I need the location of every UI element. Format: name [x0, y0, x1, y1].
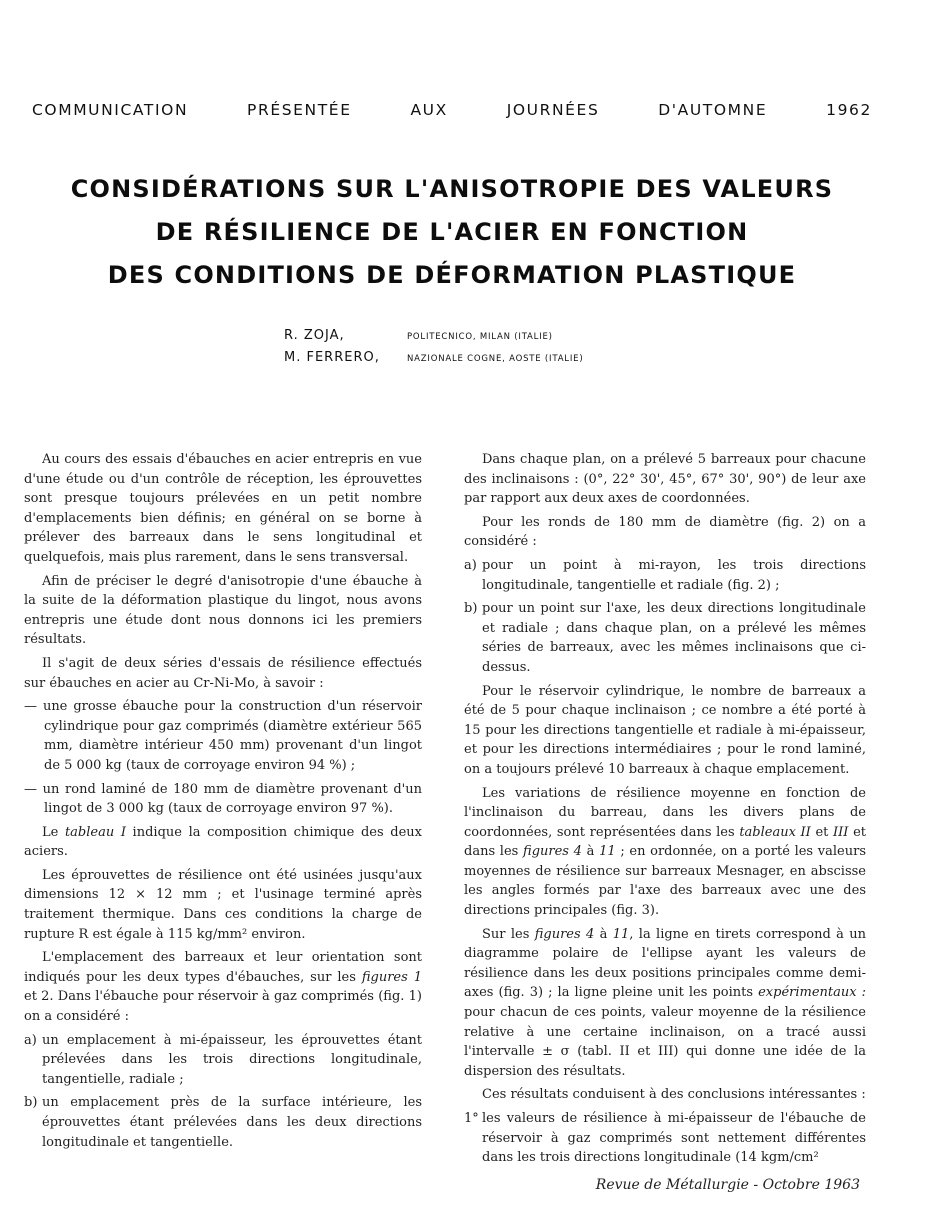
author-affiliation: POLITECNICO, MILAN (ITALIE) [407, 332, 553, 342]
right-column [464, 450, 866, 1172]
list-item: a) pour un point à mi-rayon, les trois directions longitudinale, tangentielle et radiale (fig. 2) ; [464, 557, 866, 593]
paragraph: Le tableau I indique la composition chimique des deux aciers. [24, 824, 422, 860]
paragraph: Les éprouvettes de résilience ont été usinées jusqu'aux dimensions 12 × 12 mm ; et l'usinage terminé après traitement thermique. Dans ces conditions la charge de rupture R est égale à 115 kg/mm² environ. [24, 867, 422, 942]
author-block [284, 328, 583, 372]
dash-list-item: — une grosse ébauche pour la construction d'un réservoir cylindrique pour gaz comprimés (diamètre extérieur 565 mm, diamètre intérieur 450 mm) provenant d'un lingot de 5 000 kg (taux de corroyage environ 94 %) ; [24, 699, 422, 773]
emphasis: 11 [612, 926, 630, 942]
header-word: PRÉSENTÉE [247, 101, 352, 119]
title-line-2: DE RÉSILIENCE DE L'ACIER EN FONCTION [155, 218, 749, 246]
author-name: M. FERRERO, [284, 350, 380, 365]
emphasis: figures 4 [523, 844, 582, 860]
paragraph: L'emplacement des barreaux et leur orientation sont indiqués pour les deux types d'ébauches, sur les figures 1 et 2. Dans l'ébauche pour réservoir à gaz comprimés (fig. 1) on a considéré : [24, 950, 422, 1025]
paragraph: Pour le réservoir cylindrique, le nombre de barreaux a été de 5 pour chaque inclinaison ; ce nombre a été porté à 15 pour les directions tangentielle et radiale à mi-épaisseur, et pour les directions intermédiaires ; pour le rond laminé, on a toujours prélevé 10 barreaux à chaque emplacement. [464, 683, 866, 777]
list-item: a) un emplacement à mi-épaisseur, les éprouvettes étant prélevées dans les trois directions longitudinale, tangentielle, radiale ; [24, 1032, 422, 1087]
emphasis: figures 1 [361, 969, 422, 985]
paragraph: Les variations de résilience moyenne en fonction de l'inclinaison du barreau, dans les divers plans de coordonnées, sont représentées dans les tableaux II et III et dans les figures 4 à 11 ; en ordonnée, on a porté les valeurs moyennes de résilience sur barreaux Mesnager, en abscisse les angles formés par l'axe des barreaux avec une des directions principales (fig. 3). [464, 785, 867, 919]
header-word: 1962 [826, 101, 872, 119]
author-row [284, 328, 583, 350]
list-marker: b) [24, 1095, 38, 1111]
title-line-3: DES CONDITIONS DE DÉFORMATION PLASTIQUE [107, 261, 797, 289]
list-marker: a) [24, 1032, 37, 1048]
header-word: AUX [410, 101, 448, 119]
list-marker: b) [464, 601, 478, 617]
list-marker: 1° [464, 1111, 479, 1126]
paragraph: Sur les figures 4 à 11, la ligne en tirets correspond à un diagramme polaire de l'ellipse ayant les valeurs de résilience dans les deux positions principales comme demi-axes (fig. 3) ; la ligne pleine unit les points expérimentaux : pour chacun de ces points, valeur moyenne de la résilience relative à une certaine inclinaison, on a tracé aussi l'intervalle ± σ (tabl. II et III) qui donne une idée de la dispersion des résultats. [464, 926, 867, 1079]
paragraph: Afin de préciser le degré d'anisotropie d'une ébauche à la suite de la déformation plastique du lingot, nous avons entrepris une étude dont nous donnons ici les premiers résultats. [24, 573, 422, 648]
emphasis: III [833, 824, 849, 840]
author-affiliation: NAZIONALE COGNE, AOSTE (ITALIE) [407, 354, 584, 364]
paragraph: Au cours des essais d'ébauches en acier entrepris en vue d'une étude ou d'un contrôle de réception, les éprouvettes sont presque toujours prélevées en un petit nombre d'emplacements bien définis; en général on se borne à prélever des barreaux dans le sens longitudinal et quelquefois, mais plus rarement, dans le sens transversal. [24, 452, 422, 565]
journal-footer: Revue de Métallurgie - Octobre 1963 [595, 1177, 860, 1193]
conference-header [32, 101, 872, 119]
emphasis: tableaux II [739, 824, 811, 840]
list-marker: a) [464, 557, 477, 573]
emphasis: expérimentaux : [758, 985, 867, 1001]
title-line-1: CONSIDÉRATIONS SUR L'ANISOTROPIE DES VALEURS [70, 175, 834, 203]
left-column [24, 450, 422, 1156]
author-name: R. ZOJA, [284, 328, 345, 343]
list-item: b) un emplacement près de la surface intérieure, les éprouvettes étant prélevées dans les deux directions longitudinale et tangentielle. [24, 1095, 422, 1150]
header-word: D'AUTOMNE [658, 101, 768, 119]
paragraph: Pour les ronds de 180 mm de diamètre (fig. 2) on a considéré : [464, 514, 866, 550]
article-title [20, 168, 884, 297]
paragraph: Dans chaque plan, on a prélevé 5 barreaux pour chacune des inclinaisons : (0°, 22° 30', 45°, 67° 30', 90°) de leur axe par rapport aux deux axes de coordonnées. [464, 452, 866, 507]
paragraph: Il s'agit de deux séries d'essais de résilience effectués sur ébauches en acier au Cr-Ni-Mo, à savoir : [24, 655, 422, 691]
emphasis: tableau I [64, 824, 126, 840]
list-item: 1° les valeurs de résilience à mi-épaisseur de l'ébauche de réservoir à gaz comprimés sont nettement différentes dans les trois directions longitudinale (14 kgm/cm² [464, 1111, 866, 1166]
paragraph: Ces résultats conduisent à des conclusions intéressantes : [482, 1087, 866, 1103]
dash-list-item: — un rond laminé de 180 mm de diamètre provenant d'un lingot de 3 000 kg (taux de corroyage environ 97 %). [24, 781, 422, 817]
list-item: b) pour un point sur l'axe, les deux directions longitudinale et radiale ; dans chaque plan, on a prélevé les mêmes séries de barreaux, avec les mêmes inclinaisons que ci-dessus. [464, 601, 866, 675]
emphasis: 11 [599, 844, 616, 860]
header-word: JOURNÉES [506, 101, 600, 119]
header-word: COMMUNICATION [32, 101, 189, 119]
emphasis: figures 4 [534, 926, 595, 942]
author-row [284, 350, 583, 372]
